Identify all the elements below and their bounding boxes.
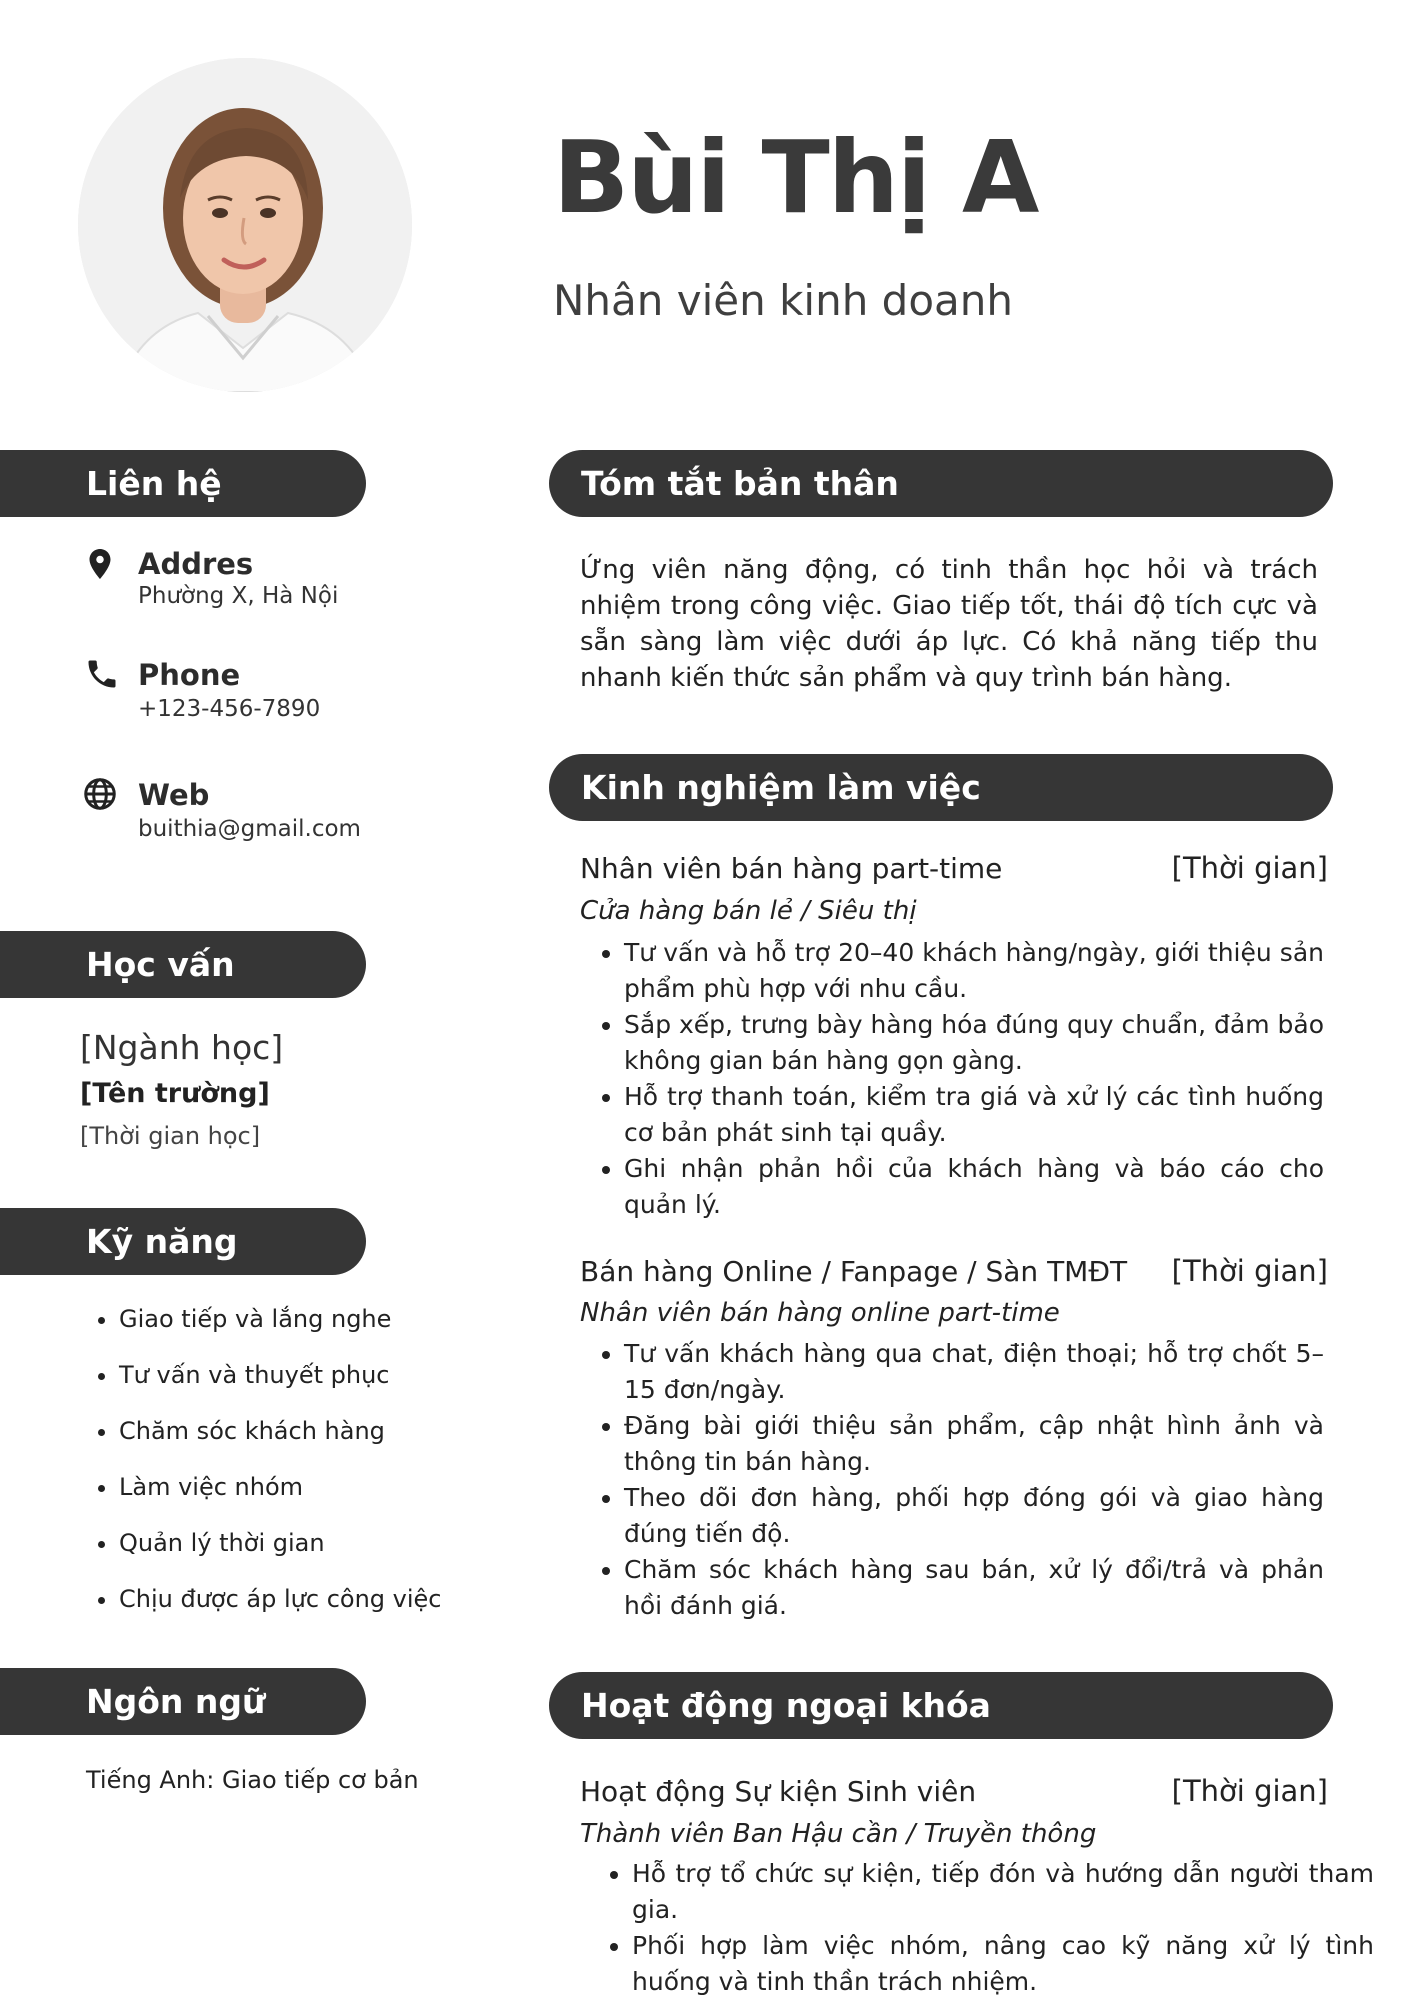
experience-heading: Kinh nghiệm làm việc bbox=[549, 754, 1333, 821]
activities-heading: Hoạt động ngoại khóa bbox=[549, 1672, 1333, 1739]
job-bullet: • Hỗ trợ thanh toán, kiểm tra giá và xử lý các tình huống cơ bản phát sinh tại quầy. bbox=[624, 1079, 1324, 1151]
education-major: [Ngành học] bbox=[80, 1028, 284, 1067]
web-label: Web bbox=[138, 778, 210, 812]
job-bullets bbox=[580, 935, 1324, 1223]
address-value: Phường X, Hà Nội bbox=[138, 583, 339, 609]
skill-item: • Làm việc nhóm bbox=[119, 1475, 539, 1531]
job-place: Nhân viên bán hàng online part-time bbox=[580, 1298, 1060, 1328]
activity-bullets bbox=[588, 1856, 1374, 2000]
location-pin-icon bbox=[82, 546, 118, 582]
job-time: [Thời gian] bbox=[1171, 1254, 1328, 1288]
skill-item: • Chăm sóc khách hàng bbox=[119, 1419, 539, 1475]
activity-time: [Thời gian] bbox=[1171, 1774, 1328, 1808]
activity-role: Thành viên Ban Hậu cần / Truyền thông bbox=[580, 1819, 1097, 1849]
skills-heading: Kỹ năng bbox=[0, 1208, 366, 1275]
job-bullet: • Đăng bài giới thiệu sản phẩm, cập nhật hình ảnh và thông tin bán hàng. bbox=[624, 1408, 1324, 1480]
education-heading: Học vấn bbox=[0, 931, 366, 998]
job-title: Bán hàng Online / Fanpage / Sàn TMĐT bbox=[580, 1255, 1128, 1288]
job-bullet: • Sắp xếp, trưng bày hàng hóa đúng quy chuẩn, đảm bảo không gian bán hàng gọn gàng. bbox=[624, 1007, 1324, 1079]
portrait-illustration bbox=[78, 58, 412, 392]
web-value: buithia@gmail.com bbox=[138, 816, 361, 842]
candidate-role: Nhân viên kinh doanh bbox=[553, 276, 1013, 325]
skill-item: • Quản lý thời gian bbox=[119, 1531, 539, 1587]
job-bullet: • Chăm sóc khách hàng sau bán, xử lý đổi/trả và phản hồi đánh giá. bbox=[624, 1552, 1324, 1624]
language-item: Tiếng Anh: Giao tiếp cơ bản bbox=[86, 1766, 419, 1794]
skill-item: • Giao tiếp và lắng nghe bbox=[119, 1307, 539, 1363]
address-label: Addres bbox=[138, 547, 254, 581]
summary-text: Ứng viên năng động, có tinh thần học hỏi và trách nhiệm trong công việc. Giao tiếp tốt, thái độ tích cực và sẵn sàng làm việc dưới áp lực. Có khả năng tiếp thu nhanh kiến thức sản phẩm và quy trình bán hàng. bbox=[580, 555, 1318, 693]
job-place: Cửa hàng bán lẻ / Siêu thị bbox=[580, 896, 917, 926]
profile-photo bbox=[78, 58, 412, 392]
job-bullets bbox=[580, 1336, 1324, 1624]
job-bullet: • Tư vấn khách hàng qua chat, điện thoại; hỗ trợ chốt 5–15 đơn/ngày. bbox=[624, 1336, 1324, 1408]
activity-bullet: • Phối hợp làm việc nhóm, nâng cao kỹ năng xử lý tình huống và tinh thần trách nhiệm. bbox=[632, 1928, 1374, 2000]
job-title: Nhân viên bán hàng part-time bbox=[580, 852, 1003, 885]
skills-list bbox=[85, 1307, 539, 1643]
phone-label: Phone bbox=[138, 658, 241, 692]
contact-heading: Liên hệ bbox=[0, 450, 366, 517]
job-time: [Thời gian] bbox=[1171, 851, 1328, 885]
job-bullet: • Ghi nhận phản hồi của khách hàng và báo cáo cho quản lý. bbox=[624, 1151, 1324, 1223]
phone-value: +123-456-7890 bbox=[138, 696, 321, 722]
phone-icon bbox=[84, 656, 120, 692]
activity-title: Hoạt động Sự kiện Sinh viên bbox=[580, 1775, 977, 1808]
summary-heading: Tóm tắt bản thân bbox=[549, 450, 1333, 517]
skill-item: • Chịu được áp lực công việc bbox=[119, 1587, 539, 1643]
activity-bullet: • Hỗ trợ tổ chức sự kiện, tiếp đón và hướng dẫn người tham gia. bbox=[632, 1856, 1374, 1928]
education-period: [Thời gian học] bbox=[80, 1122, 261, 1150]
education-school: [Tên trường] bbox=[80, 1078, 270, 1109]
job-bullet: • Tư vấn và hỗ trợ 20–40 khách hàng/ngày, giới thiệu sản phẩm phù hợp với nhu cầu. bbox=[624, 935, 1324, 1007]
skill-item: • Tư vấn và thuyết phục bbox=[119, 1363, 539, 1419]
job-bullet: • Theo dõi đơn hàng, phối hợp đóng gói và giao hàng đúng tiến độ. bbox=[624, 1480, 1324, 1552]
globe-icon bbox=[82, 776, 118, 812]
languages-heading: Ngôn ngữ bbox=[0, 1668, 366, 1735]
candidate-name: Bùi Thị A bbox=[553, 119, 1038, 236]
